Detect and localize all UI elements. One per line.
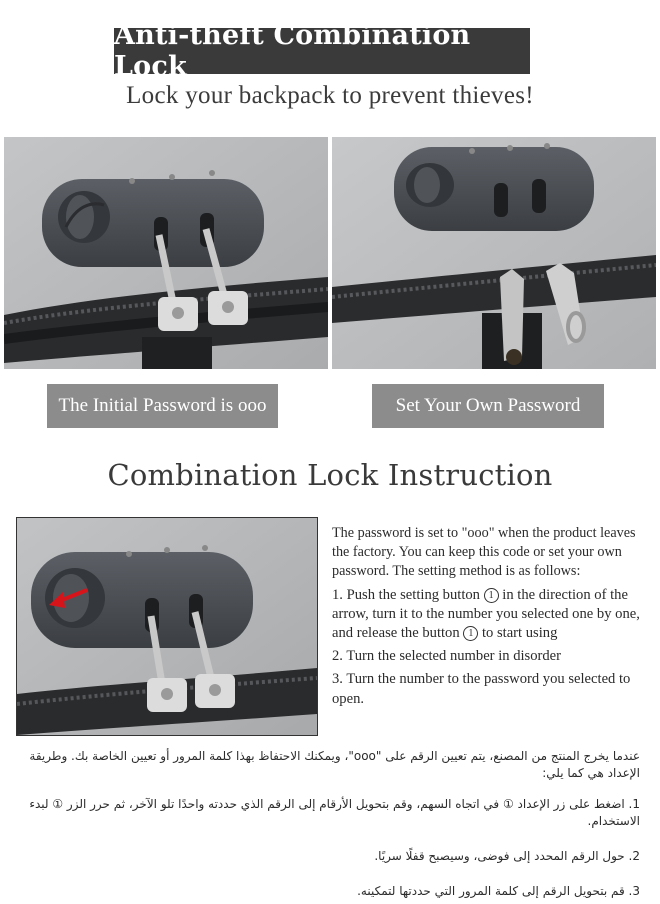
lock-photo-custom bbox=[332, 137, 656, 369]
instruction-step-1 bbox=[332, 586, 648, 644]
title-banner bbox=[114, 20, 530, 82]
setting-button-marker: 1 bbox=[484, 588, 499, 603]
set-password-caption bbox=[372, 384, 604, 428]
step-3-number: 3. bbox=[332, 671, 343, 688]
arabic-step-1: 1. اضغط على زر الإعداد ① في اتجاه السهم، وقم بتحويل الأرقام إلى الرقم الذي حددته واحدًا تلو الآخر، ثم حرر الزر ① لبدء الاستخدام. bbox=[29, 797, 640, 828]
step-1-number: 1. bbox=[332, 586, 343, 603]
setting-button-marker-2: 1 bbox=[463, 626, 478, 641]
page-title: Anti-theft Combination Lock bbox=[114, 20, 471, 82]
step-2-text: Turn the selected number in disorder bbox=[346, 648, 562, 665]
instruction-text-en bbox=[332, 524, 648, 713]
instruction-intro: The password is set to "ooo" when the product leaves the factory. You can keep this code or set your own password. The setting method is as follows: bbox=[332, 525, 636, 580]
instruction-photo bbox=[16, 517, 318, 736]
initial-password-label: The Initial Password is ooo bbox=[58, 395, 267, 416]
arabic-step-2: 2. حول الرقم المحدد إلى فوضى، وسيصبح قفلًا سريًا. bbox=[374, 849, 640, 863]
step-1-text-a: Push the setting button bbox=[346, 586, 480, 603]
arabic-step-3: 3. قم بتحويل الرقم إلى كلمة المرور التي حددتها لتمكينه. bbox=[357, 884, 640, 898]
page-subtitle: Lock your backpack to prevent thieves! bbox=[126, 82, 534, 109]
instruction-text-ar bbox=[6, 748, 640, 900]
step-2-number: 2. bbox=[332, 648, 343, 665]
step-1-text-b: in the direction of the arrow, turn it to the number you selected one by one, and release the button bbox=[332, 586, 640, 642]
instruction-heading: Combination Lock Instruction bbox=[107, 458, 553, 492]
step-3-text: Turn the number to the password you selected to open. bbox=[332, 671, 631, 707]
initial-password-caption bbox=[47, 384, 278, 428]
set-password-label: Set Your Own Password bbox=[395, 395, 581, 416]
arabic-intro: عندما يخرج المنتج من المصنع، يتم تعيين الرقم على "ooo"، ويمكنك الاحتفاظ بهذا كلمة المرور أو تعيين الخاصة بك. وطريقة الإعداد هي كما يلي: bbox=[29, 749, 640, 780]
instruction-step-2 bbox=[332, 647, 648, 666]
lock-photo-initial bbox=[4, 137, 328, 369]
step-1-text-c: to start using bbox=[481, 625, 558, 642]
instruction-step-3 bbox=[332, 670, 648, 708]
